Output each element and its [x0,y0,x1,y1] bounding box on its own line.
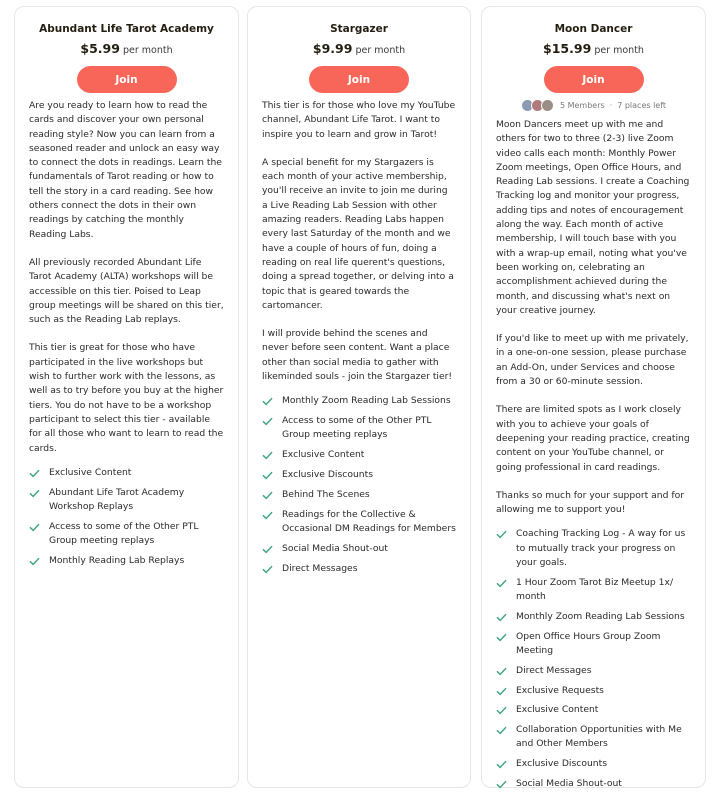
check-icon [496,759,507,770]
description-paragraph: If you'd like to meet up with me privately, in a one-on-one session, please purchase an Add-On, under Services and choose from a 30 or 60-minute session. [496,333,689,388]
tier-card-stargazer [247,6,471,788]
join-button[interactable]: Join [309,66,409,93]
price-amount: $9.99 [312,41,353,56]
member-avatars [521,99,554,112]
check-icon [496,666,507,677]
benefit-label: Collaboration Opportunities with Me and Other Members [516,724,682,750]
benefit-label: Exclusive Content [49,466,132,478]
benefit-item [29,520,224,549]
price-amount: $15.99 [543,41,592,56]
check-icon [262,544,273,555]
check-icon [29,522,40,533]
benefit-list [262,394,456,575]
benefit-label: Access to some of the Other PTL Group meeting replays [49,520,199,547]
description-paragraph: Thanks so much for your support and for allowing me to support you! [496,489,684,516]
benefit-label: Exclusive Content [516,704,599,716]
check-icon [496,612,507,623]
benefit-label: Social Media Shout-out [282,542,388,554]
check-icon [496,529,507,540]
check-icon [262,564,273,575]
check-icon [496,705,507,716]
check-icon [262,450,273,461]
check-icon [262,510,273,521]
price-period: per month [594,45,644,56]
benefit-item [496,664,691,678]
tier-description [262,99,456,384]
benefit-item [262,508,456,537]
tier-price [29,41,224,56]
benefit-item [496,610,691,624]
description-paragraph: There are limited spots as I work closely with you to achieve your goals of deepening your reading practice, creating content on your YouTube channel, or going professional in card readings. [496,404,690,473]
check-icon [496,632,507,643]
join-button[interactable]: Join [544,66,644,93]
description-paragraph: All previously recorded Abundant Life Tarot Academy (ALTA) workshops will be accessible on this tier. Poised to Leap group meetings will be shared on this tier, such as the Reading Lab replays. [29,256,224,326]
check-icon [496,779,507,790]
benefit-label: Behind The Scenes [282,488,370,500]
benefit-item [262,448,456,462]
benefit-label: Exclusive Discounts [516,758,607,770]
tier-card-abundant-life [14,6,239,788]
check-icon [29,556,40,567]
avatar [541,99,554,112]
benefit-label: Exclusive Content [282,449,365,461]
benefit-item [496,777,691,791]
check-icon [29,468,40,479]
benefit-item [496,703,691,717]
benefit-label: Monthly Reading Lab Replays [49,554,185,566]
members-label: 5 Members [559,101,605,110]
benefit-list [496,527,691,791]
benefit-item [496,527,691,570]
price-period: per month [122,45,173,56]
check-icon [496,686,507,697]
benefit-item [262,488,456,502]
benefit-label: 1 Hour Zoom Tarot Biz Meetup 1x/ month [516,576,674,603]
benefit-item [496,684,691,698]
benefit-item [262,468,456,482]
description-paragraph: I will provide behind the scenes and never before seen content. Want a place other than social media to gather with likeminded souls - join the Stargazer tier! [262,328,453,383]
separator: · [609,101,613,110]
tier-name: Moon Dancer [554,23,633,35]
description-paragraph: A special benefit for my Stargazers is each month of your active membership, you'll receive an invite to join me during a Live Reading Lab Session with other amazing readers. Reading Labs happen every last Saturday of the month and we have a couple of hours of fun, doing a reading on real life querent's questions, doing a spread together, or delving into a topic that is geared towards the cartomancer. [262,156,454,311]
check-icon [496,578,507,589]
member-count [496,99,691,112]
benefit-item [29,486,224,515]
tier-description [29,99,224,456]
benefit-item [29,554,224,568]
benefit-label: Exclusive Discounts [282,469,373,481]
check-icon [262,396,273,407]
benefit-label: Monthly Zoom Reading Lab Sessions [282,395,451,407]
benefit-item [262,562,456,576]
tier-description [496,118,691,517]
tier-price [496,41,691,56]
check-icon [262,490,273,501]
benefit-item [262,414,456,443]
benefit-item [262,542,456,556]
description-paragraph: This tier is for those who love my YouTube channel, Abundant Life Tarot. I want to inspire you to learn and grow in Tarot! [262,100,456,140]
price-amount: $5.99 [80,41,120,56]
benefit-item [496,757,691,771]
benefit-label: Exclusive Requests [516,684,604,696]
benefit-item [496,576,691,605]
tier-name: Stargazer [330,23,388,35]
benefit-item [262,394,456,408]
join-button[interactable]: Join [77,66,177,93]
check-icon [496,725,507,736]
benefit-label: Monthly Zoom Reading Lab Sessions [516,610,685,622]
benefit-label: Social Media Shout-out [516,778,622,790]
benefit-label: Open Office Hours Group Zoom Meeting [516,630,661,656]
benefit-label: Direct Messages [282,562,358,574]
tier-price [262,41,456,56]
benefit-item [496,630,691,659]
check-icon [262,470,273,481]
benefit-item [29,466,224,480]
benefit-label: Abundant Life Tarot Academy Workshop Replays [49,486,185,512]
benefit-label: Readings for the Collective & Occasional DM Readings for Members [282,508,456,534]
places-left-label: 7 places left [617,101,667,110]
tier-name: Abundant Life Tarot Academy [39,23,214,35]
check-icon [29,488,40,499]
benefit-list [29,466,224,568]
benefit-label: Direct Messages [516,664,592,676]
description-paragraph: This tier is great for those who have participated in the live workshops but wish to further work with the lessons, as well as to try before you buy at the higher tiers. You do not have to be a workshop participant to select this tier - available for all those who want to learn to read the cards. [29,342,224,454]
benefit-label: Coaching Tracking Log - A way for us to mutually track your progress on your goals. [516,528,686,569]
benefit-item [496,723,691,752]
benefit-label: Access to some of the Other PTL Group meeting replays [282,415,432,441]
description-paragraph: Moon Dancers meet up with me and others for two to three (2-3) live Zoom video calls each month: Monthly Power Zoom meetings, Open Office Hours, and Reading Lab sessions. I create a Coaching Tracking log and monitor your progress, adding tips and notes of encouragement along the way. Each month of active membership, I will touch base with you with a wrap-up email, noting what you've been working on, celebrating an accomplishment achieved during the month, and discussing what's next on your creative journey. [496,119,690,316]
description-paragraph: Are you ready to learn how to read the cards and discover your own personal reading style? Now you can learn from a seasoned reader and unlock an easy way to connect the dots in readings. Learn the fundamentals of Tarot reading or how to tell the story in a card reading. See how others connect the dots in their own readings by catching the monthly Reading Labs. [29,100,222,240]
tier-card-moon-dancer [481,6,706,788]
price-period: per month [355,45,406,56]
check-icon [262,416,273,427]
